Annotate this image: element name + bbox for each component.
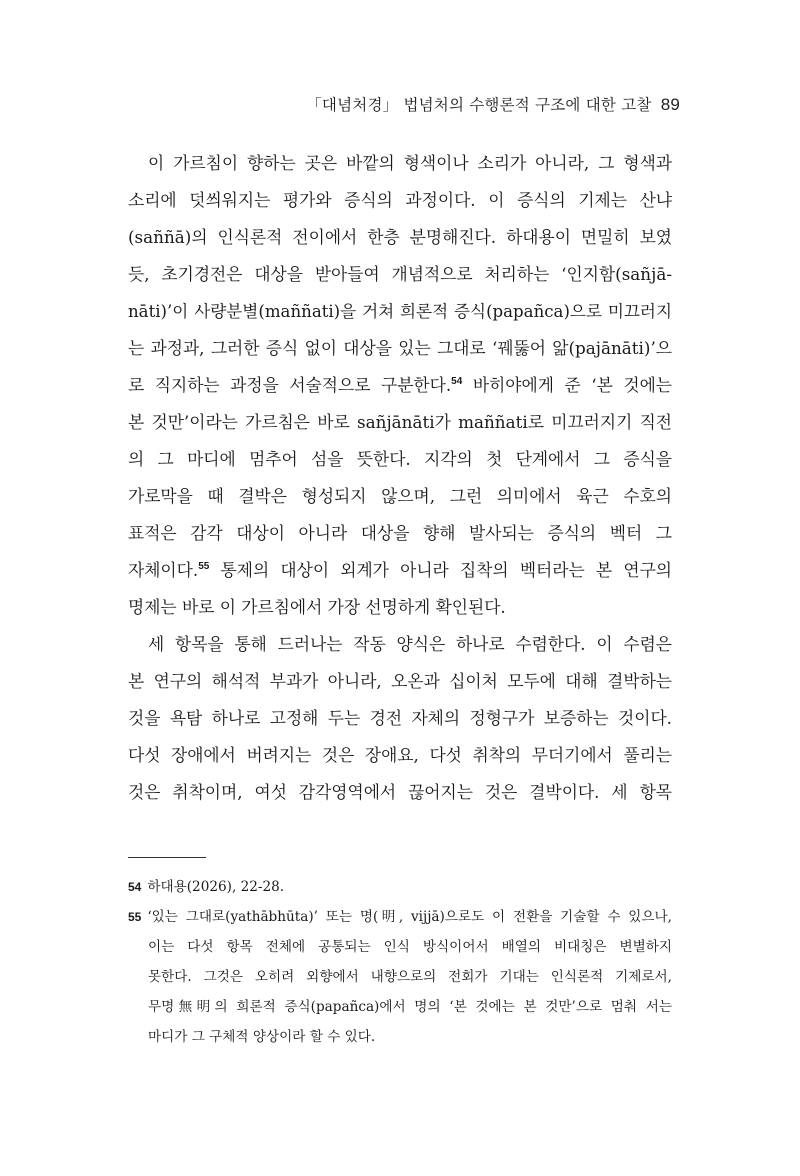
- footnote-number: 55: [128, 910, 142, 924]
- footnote-54: [128, 872, 672, 902]
- footnote-text-line: 무명無明의 희론적 증식(papañca)에서 명의 ‘본 것에는 본 것만’으로 멈춰 서는: [148, 999, 672, 1015]
- text-line: 본 연구의 해석적 부과가 아니라, 오온과 십이처 모두에 대해 결박하는: [128, 671, 672, 691]
- page-number: 89: [660, 95, 680, 114]
- text-segment: 로 직지하는 과정을 서술적으로 구분한다.: [128, 375, 452, 395]
- running-header-title: 「대념처경」 법념처의 수행론적 구조에 대한 고찰: [306, 96, 652, 114]
- text-line: 세 항목을 통해 드러나는 작동 양식은 하나로 수렴한다. 이 수렴은: [148, 634, 672, 654]
- body-text: [128, 145, 672, 811]
- text-line: 듯, 초기경전은 대상을 받아들여 개념적으로 처리하는 ‘인지함(sañjā-: [128, 264, 672, 284]
- text-line: 표적은 감각 대상이 아니라 대상을 향해 발사되는 증식의 벡터 그: [128, 523, 672, 543]
- footnote-text: 하대용(2026), 22-28.: [147, 879, 285, 895]
- text-line: (saññā)의 인식론적 전이에서 한층 분명해진다. 하대용이 면밀히 보였: [128, 227, 672, 247]
- footnote-text-line: 마디가 그 구체적 양상이라 할 수 있다.: [148, 1029, 376, 1045]
- text-line: 본 것만’이라는 가르침은 바로 sañjānāti가 maññati로 미끄러지기 직전: [128, 412, 672, 432]
- footnote-55: [128, 902, 672, 932]
- text-line: 것을 욕탐 하나로 고정해 두는 경전 자체의 정형구가 보증하는 것이다.: [128, 708, 672, 728]
- text-line: 다섯 장애에서 버려지는 것은 장애요, 다섯 취착의 무더기에서 풀리는: [128, 745, 672, 765]
- footnote-marker[interactable]: 54: [451, 376, 463, 387]
- text-line: 의 그 마디에 멈추어 섬을 뜻한다. 지각의 첫 단계에서 그 증식을: [128, 449, 672, 469]
- text-line: [128, 552, 672, 589]
- text-line: 는 과정과, 그러한 증식 없이 대상을 있는 그대로 ‘꿰뚫어 앎(pajānāti)’으: [128, 338, 672, 358]
- text-line: 이 가르침이 향하는 곳은 바깥의 형색이나 소리가 아니라, 그 형색과: [148, 153, 672, 173]
- text-segment: 바히야에게 준 ‘본 것에는: [462, 375, 672, 395]
- footnote-divider: [128, 857, 206, 858]
- footnote-text-line: 못한다. 그것은 오히려 외향에서 내향으로의 전회가 기대는 인식론적 기제로서,: [148, 969, 672, 985]
- text-line: 것은 취착이며, 여섯 감각영역에서 끊어지는 것은 결박이다. 세 항목: [128, 782, 672, 802]
- text-line: [128, 367, 672, 404]
- footnote-text: ‘있는 그대로(yathābhūta)’ 또는 명(明, vijjā)으로도 이 전환을 기술할 수 있으나,: [147, 909, 672, 925]
- footnotes: [128, 872, 672, 1052]
- running-header: [306, 93, 680, 115]
- text-line: 가로막을 때 결박은 형성되지 않으며, 그런 의미에서 육근 수호의: [128, 486, 672, 506]
- text-line: 소리에 덧씌워지는 평가와 증식의 과정이다. 이 증식의 기제는 산냐: [128, 190, 672, 210]
- paragraph-1: [128, 145, 672, 626]
- text-segment: 통제의 대상이 외계가 아니라 집착의 벡터라는 본 연구의: [209, 560, 672, 580]
- footnote-text-line: 이는 다섯 항목 전체에 공통되는 인식 방식이어서 배열의 비대칭은 변별하지: [148, 939, 672, 955]
- footnote-marker[interactable]: 55: [198, 561, 210, 572]
- text-segment: 자체이다.: [128, 560, 199, 580]
- footnote-number: 54: [128, 880, 142, 894]
- text-line: nāti)’이 사량분별(maññati)을 거쳐 희론적 증식(papañca)으로 미끄러지: [128, 302, 672, 321]
- text-line: 명제는 바로 이 가르침에서 가장 선명하게 확인된다.: [128, 597, 506, 617]
- paragraph-2: [128, 626, 672, 811]
